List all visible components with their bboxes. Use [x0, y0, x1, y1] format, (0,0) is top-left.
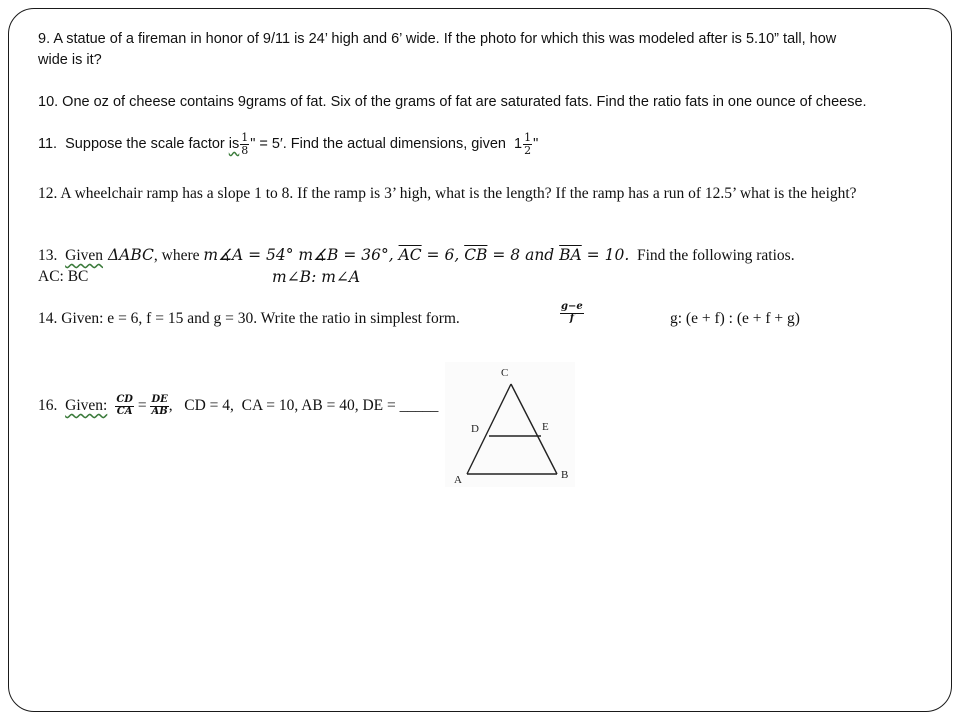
question-11-prefix: 11. Suppose the scale factor: [38, 136, 229, 153]
segment-ba: $\overline{BA}$: [559, 246, 582, 264]
triangle-diagram-svg: [445, 362, 575, 487]
question-16-number: 16.: [38, 397, 66, 414]
fraction-ab: AB: [151, 405, 168, 417]
fraction-equals: =: [133, 397, 151, 414]
mixed-number-denominator: 2: [524, 143, 532, 157]
question-13-number: 13.: [38, 247, 66, 264]
label-b: B: [561, 469, 569, 481]
fraction-denominator-f: f: [569, 312, 575, 324]
cd-over-ca-fraction: [115, 395, 134, 417]
question-13: [38, 246, 795, 265]
question-13-given-word: Given: [65, 247, 104, 264]
label-c: C: [501, 367, 509, 379]
label-a: A: [454, 474, 462, 486]
angle-measures: m∡A = 54° m∡B = 36°,: [203, 246, 399, 264]
scale-factor-numerator: 1: [241, 131, 249, 144]
scale-factor-denominator: 8: [241, 143, 249, 157]
slide-frame: [8, 8, 952, 712]
question-13-find: Find the following ratios.: [629, 247, 795, 264]
ratio-g-ef-efg: g: (e + f) : (e + f + g): [670, 310, 800, 327]
mixed-number-fraction: [523, 132, 532, 156]
question-12: 12. A wheelchair ramp has a slope 1 to 8. If the ramp is 3’ high, what is the length? If the ramp has a run of 12.5’ what is the height?: [38, 185, 857, 202]
fraction-numerator-g-minus-e: g−e: [561, 301, 583, 312]
question-11-suffix: ": [533, 136, 539, 153]
question-11: [38, 132, 538, 156]
question-14: 14. Given: e = 6, f = 15 and g = 30. Write the ratio in simplest form.: [38, 310, 460, 327]
triangle-abc: ΔABC: [103, 246, 154, 264]
ratio-angle-b-angle-a: m∠B: m∠A: [272, 268, 361, 286]
segment-ac: $\overline{AC}$: [398, 246, 422, 264]
label-e: E: [542, 421, 549, 433]
g-minus-e-over-f-fraction: [560, 302, 584, 324]
mixed-number-numerator: 1: [524, 131, 532, 144]
question-9-line-2: wide is it?: [38, 52, 102, 68]
segment-cb-value: = 8: [487, 246, 526, 264]
fraction-ca: CA: [116, 405, 133, 417]
question-16: [38, 395, 438, 417]
question-9-line-1: 9. A statue of a fireman in honor of 9/11 is 24’ high and 6’ wide. If the photo for which this was modeled after is 5.10” tall, how: [38, 31, 837, 47]
label-d: D: [471, 423, 479, 435]
question-11-is-word: is: [228, 136, 240, 153]
de-over-ab-fraction: [150, 395, 168, 417]
question-11-middle: " = 5′. Find the actual dimensions, given 1: [250, 136, 523, 153]
question-16-values: , CD = 4, CA = 10, AB = 40, DE = _____: [168, 397, 439, 414]
question-13-where: , where: [153, 247, 204, 264]
ratio-ac-bc: AC: BC: [38, 268, 89, 285]
segment-ac-value: = 6,: [421, 246, 465, 264]
diagram-background: [445, 362, 575, 487]
triangle-diagram: [445, 362, 575, 487]
segment-ba-value: = 10.: [581, 246, 630, 264]
segment-cb: $\overline{CB}$: [464, 246, 488, 264]
g-minus-e-over-f: [560, 302, 584, 324]
fraction-de: DE: [151, 394, 168, 405]
question-10: 10. One oz of cheese contains 9grams of fat. Six of the grams of fat are saturated fats. Find the ratio fats in one ounce of cheese.: [38, 94, 867, 110]
scale-factor-fraction: [240, 132, 249, 156]
fraction-cd: CD: [116, 394, 133, 405]
question-16-given-word: Given:: [65, 397, 108, 414]
and-word: and: [525, 246, 560, 264]
